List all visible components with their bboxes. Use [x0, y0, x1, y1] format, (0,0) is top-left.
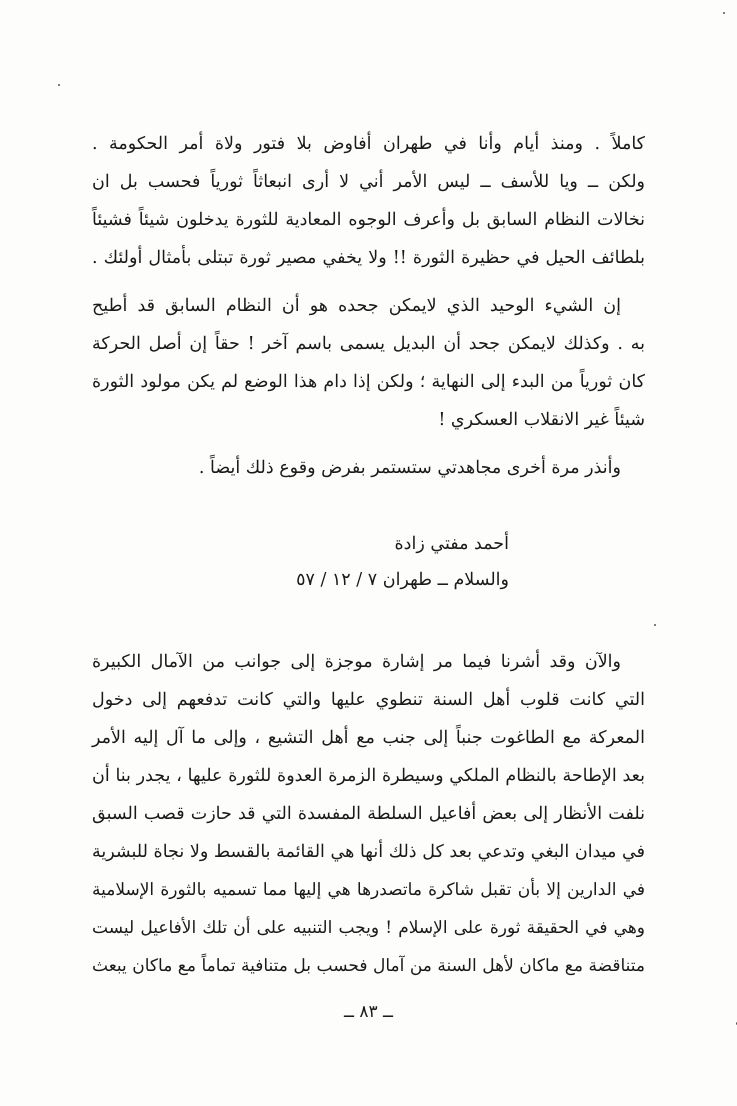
- text-line: نخالات النظام السابق بل وأعرف الوجوه المعادية للثورة يدخلون شيئاً فشيئاً: [92, 210, 645, 230]
- scan-speck: [654, 624, 656, 626]
- scan-speck: [58, 84, 60, 86]
- text-line: به . وكذلك لايمكن جحد أن البديل يسمى باسم آخر ! حقاً إن أصل الحركة: [92, 334, 645, 354]
- text-line: متناقضة مع ماكان لأهل السنة من آمال فحسب بل متنافية تماماً مع ماكان يبعث: [92, 956, 645, 976]
- text-line: كان ثورياً من البدء إلى النهاية ؛ ولكن إذا دام هذا الوضع لم يكن مولود الثورة: [92, 372, 645, 392]
- text-line: نلفت الأنظار إلى بعض أفاعيل السلطة المفسدة التي قد حازت قصب السبق: [92, 804, 645, 824]
- text-line: في ميدان البغي وتدعي بعد كل ذلك أنها هي القائمة بالقسط ولا نجاة للبشرية: [92, 842, 645, 862]
- text-line: المعركة مع الطاغوت جنباً إلى جنب مع أهل التشيع ، وإلى ما آل إليه الأمر: [92, 728, 645, 748]
- text-line: بعد الإطاحة بالنظام الملكي وسيطرة الزمرة العدوة للثورة عليها ، يجدر بنا أن: [92, 766, 645, 786]
- text-line: ولكن ــ ويا للأسف ــ ليس الأمر أني لا أرى انبعاثاً ثورياً فحسب بل ان: [92, 172, 645, 192]
- text-line: كاملاً . ومنذ أيام وأنا في طهران أفاوض بلا فتور ولاة أمر الحكومة .: [92, 134, 645, 154]
- scan-speck: [723, 12, 725, 14]
- text-line: وهي في الحقيقة ثورة على الإسلام ! ويجب التنبيه على أن تلك الأفاعيل ليست: [92, 918, 645, 938]
- text-line: في الدارين إلا بأن تقبل شاكرة ماتصدرها هي إليها مما تسميه بالثورة الإسلامية: [92, 880, 645, 900]
- text-line: وأنذر مرة أخرى مجاهدتي ستستمر بفرض وقوع ذلك أيضاً .: [198, 458, 621, 478]
- text-line: إن الشيء الوحيد الذي لايمكن جحده هو أن النظام السابق قد أطيح: [92, 296, 621, 316]
- signature-name: أحمد مفتي زادة: [394, 534, 509, 554]
- text-line: والآن وقد أشرنا فيما مر إشارة موجزة إلى جوانب من الآمال الكبيرة: [92, 652, 621, 672]
- text-line: بلطائف الحيل في حظيرة الثورة !! ولا يخفي مصير ثورة تبتلى بأمثال أولئك .: [92, 248, 645, 268]
- signature-date: والسلام ــ طهران ٧ / ١٢ / ٥٧: [296, 570, 509, 590]
- page-number: ــ ٨٣ ــ: [343, 1002, 393, 1022]
- text-line: التي كانت قلوب أهل السنة تنطوي عليها والتي كانت تدفعهم إلى دخول: [92, 690, 645, 710]
- text-line: شيئاً غير الانقلاب العسكري !: [438, 410, 645, 430]
